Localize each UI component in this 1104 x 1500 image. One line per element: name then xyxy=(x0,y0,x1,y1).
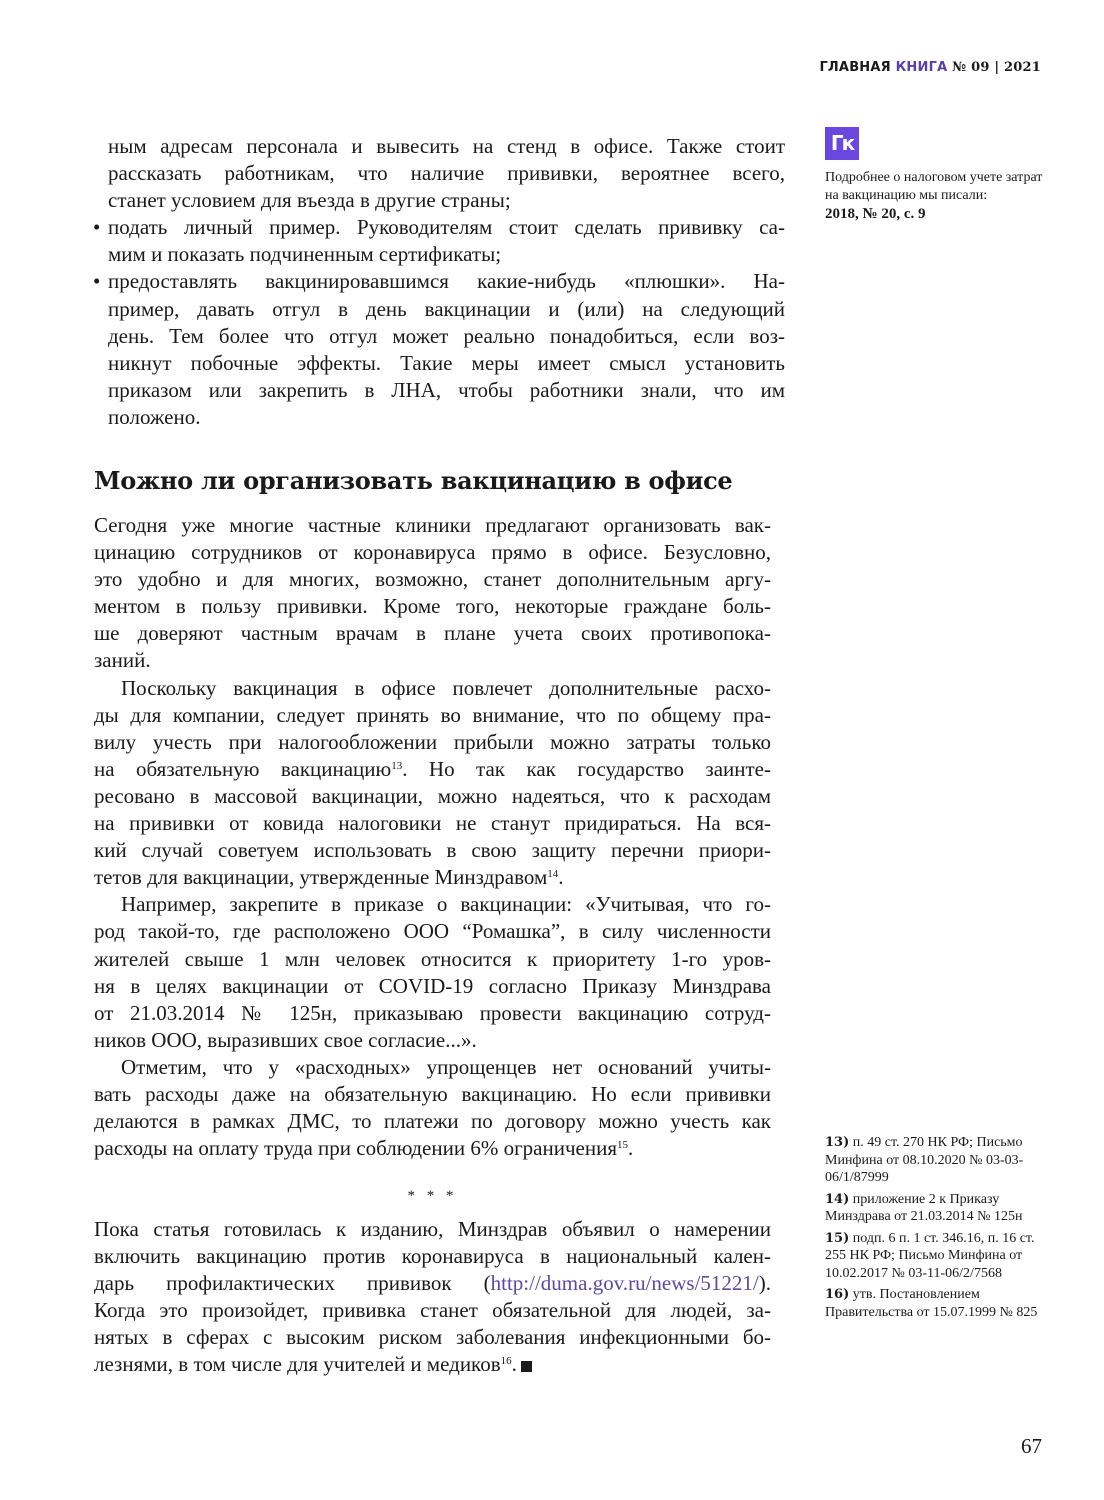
sidebar-note xyxy=(825,169,1045,224)
text-line xyxy=(94,1324,771,1351)
header-separator: | xyxy=(994,60,1000,75)
text-line xyxy=(94,1351,771,1378)
brand-name-accent: КНИГА xyxy=(895,60,948,75)
section-divider: * * * xyxy=(407,1188,458,1204)
line-text-after: . Но так как государство заинте- xyxy=(402,756,771,781)
footnote xyxy=(825,1286,1055,1321)
section-body xyxy=(94,512,771,1162)
footnote xyxy=(825,1134,1055,1187)
text-line xyxy=(94,946,771,973)
text-line xyxy=(94,918,771,945)
line-text-after: . xyxy=(511,1352,517,1377)
text-line xyxy=(94,1270,771,1297)
section-heading: Можно ли организовать вакцинацию в офисе xyxy=(94,466,733,495)
line-text: Поскольку вакцинация в офисе повлечет дополнительные расхо- xyxy=(121,675,771,700)
text-line xyxy=(108,404,785,431)
issue-year: 2021 xyxy=(1004,60,1041,75)
text-line xyxy=(94,647,771,674)
line-text: нятых в сферах с высоким риском заболевания инфекционными бо- xyxy=(94,1325,771,1350)
text-line xyxy=(94,729,771,756)
line-text: дарь профилактических прививок ( xyxy=(94,1271,491,1296)
line-text: ня в целях вакцинации от COVID-19 согласно Приказу Минздрава xyxy=(94,973,771,998)
line-text: кий случай советуем использовать в свою защиту перечни приори- xyxy=(94,838,771,863)
line-text: станет условием для въезда в другие страны; xyxy=(108,188,511,213)
bullet-item xyxy=(94,268,785,431)
text-line xyxy=(94,1135,771,1162)
gk-logo-icon: Гк xyxy=(825,127,859,160)
text-line xyxy=(108,377,785,404)
bullet-item xyxy=(94,214,785,268)
text-line xyxy=(94,1243,771,1270)
line-text: вилу учесть при налогообложении прибыли можно затраты только xyxy=(94,729,771,754)
text-line xyxy=(108,160,785,187)
text-line xyxy=(94,675,771,702)
text-line xyxy=(94,1108,771,1135)
end-mark-icon xyxy=(521,1361,532,1372)
line-text: приказом или закрепить в ЛНА, чтобы работники знали, что им xyxy=(108,377,785,402)
intro-text xyxy=(94,133,785,431)
footnote xyxy=(825,1191,1055,1226)
text-line xyxy=(94,702,771,729)
line-text: мим и показать подчиненным сертификаты; xyxy=(108,242,502,267)
footnote-text: приложение 2 к Приказу Минздрава от 21.03.2014 № 125н xyxy=(825,1191,1023,1224)
line-text: предоставлять вакцинировавшимся какие-нибудь «плюшки». На- xyxy=(108,269,785,294)
footnote-ref: 13 xyxy=(391,759,403,772)
line-text: ников ООО, выразивших свое согласие...». xyxy=(94,1027,477,1052)
text-line xyxy=(108,133,785,160)
line-text: цинацию сотрудников от коронавируса прямо в офисе. Безусловно, xyxy=(94,540,771,565)
text-line xyxy=(94,1216,771,1243)
continued-item xyxy=(94,133,785,214)
line-text: род такой-то, где расположено ООО “Ромашка”, в силу численности xyxy=(94,919,771,944)
footnote-text: подп. 6 п. 1 ст. 346.16, п. 16 ст. 255 НК РФ; Письмо Минфина от 10.02.2017 № 03-11-06/2/7568 xyxy=(825,1230,1035,1281)
line-text: Например, закрепите в приказе о вакцинации: «Учитывая, что го- xyxy=(121,892,771,917)
text-line xyxy=(94,810,771,837)
text-line xyxy=(94,891,771,918)
text-line xyxy=(94,756,771,783)
line-text: Пока статья готовилась к изданию, Минздрав объявил о намерении xyxy=(94,1217,771,1241)
line-text: Когда это произойдет, прививка станет обязательной для людей, за- xyxy=(94,1298,771,1323)
line-text-after: . xyxy=(558,865,564,890)
text-line xyxy=(94,1081,771,1108)
footnote-ref: 16 xyxy=(500,1355,512,1368)
footnote-number: 14) xyxy=(825,1191,850,1207)
brand-name: ГЛАВНАЯ xyxy=(819,60,891,75)
url-link[interactable]: http://duma.gov.ru/news/51221/ xyxy=(490,1271,759,1296)
line-text: ментом в пользу прививки. Кроме того, некоторые граждане боль- xyxy=(94,594,771,619)
line-text: никнут побочные эффекты. Такие меры имеет смысл установить xyxy=(108,350,785,375)
line-text: от 21.03.2014 № 125н, приказываю провести вакцинацию сотруд- xyxy=(94,1000,771,1025)
line-text: подать личный пример. Руководителям стоит сделать прививку са- xyxy=(108,215,785,240)
page-number: 67 xyxy=(1021,1434,1042,1458)
text-line xyxy=(94,620,771,647)
text-line xyxy=(94,1027,771,1054)
text-line xyxy=(94,1054,771,1081)
line-text: положено. xyxy=(108,404,201,429)
line-text: ше доверяют частным врачам в плане учета своих противопока- xyxy=(94,621,771,646)
text-line xyxy=(94,1297,771,1324)
line-text: рассказать работникам, что наличие прививки, вероятнее всего, xyxy=(108,161,785,186)
footnote xyxy=(825,1230,1055,1283)
text-line xyxy=(94,539,771,566)
line-text: тетов для вакцинации, утвержденные Минздравом xyxy=(94,865,548,890)
line-text: расходы на оплату труда при соблюдении 6% ограничения xyxy=(94,1136,618,1161)
bullet-icon: • xyxy=(93,269,101,294)
footnote-number: 16) xyxy=(825,1287,850,1302)
sidebar-reference: 2018, № 20, с. 9 xyxy=(825,206,926,222)
running-header xyxy=(819,60,1041,75)
text-line xyxy=(108,241,785,268)
line-text: на прививки от ковида налоговики не станут придираться. На вся- xyxy=(94,811,771,836)
footnote-ref: 14 xyxy=(547,868,559,881)
line-text: ды для компании, следует принять во внимание, что по общему пра- xyxy=(94,702,771,727)
text-line xyxy=(94,864,771,891)
text-line xyxy=(108,214,785,241)
text-line xyxy=(108,296,785,323)
footnotes xyxy=(825,1134,1055,1325)
line-text: ресовано в массовой вакцинации, можно надеяться, что к расходам xyxy=(94,783,771,808)
line-text: на обязательную вакцинацию xyxy=(94,756,392,781)
bullet-icon: • xyxy=(93,215,101,240)
line-text: лезнями, в том числе для учителей и медиков xyxy=(94,1352,501,1377)
footnote-number: 15) xyxy=(825,1230,850,1246)
text-line xyxy=(108,323,785,350)
line-text: ным адресам персонала и вывесить на стенд в офисе. Также стоит xyxy=(108,134,785,158)
footnote-text: утв. Постановлением Правительства от 15.07.1999 № 825 xyxy=(825,1287,1038,1320)
line-text: вать расходы даже на обязательную вакцинацию. Но если прививки xyxy=(94,1081,771,1106)
line-text: это удобно и для многих, возможно, станет дополнительным аргу- xyxy=(94,567,771,592)
line-text: жителей свыше 1 млн человек относится к приоритету 1-го уров- xyxy=(94,946,771,971)
line-text: делаются в рамках ДМС, то платежи по договору можно учесть как xyxy=(94,1109,771,1134)
text-line xyxy=(108,350,785,377)
final-paragraph xyxy=(94,1216,771,1379)
line-text: заний. xyxy=(94,648,151,673)
line-text: день. Тем более что отгул может реально понадобиться, если воз- xyxy=(108,323,785,348)
line-text: включить вакцинацию против коронавируса в национальный кален- xyxy=(94,1244,771,1269)
footnote-number: 13) xyxy=(825,1135,850,1150)
text-line xyxy=(94,1000,771,1027)
issue-number: № 09 xyxy=(952,60,990,75)
line-text: Отметим, что у «расходных» упрощенцев нет оснований учиты- xyxy=(121,1054,771,1079)
text-line xyxy=(94,783,771,810)
text-line xyxy=(94,837,771,864)
line-text: Сегодня уже многие частные клиники предлагают организовать вак- xyxy=(94,513,771,537)
line-text-after: ). xyxy=(758,1271,771,1296)
text-line xyxy=(108,187,785,214)
text-line xyxy=(94,593,771,620)
sidebar-note-text: Подробнее о налоговом учете затрат на вакцинацию мы писали: xyxy=(825,170,1043,203)
footnote-ref: 15 xyxy=(617,1139,629,1152)
text-line xyxy=(94,973,771,1000)
line-text: пример, давать отгул в день вакцинации и (или) на следующий xyxy=(108,296,785,321)
footnote-text: п. 49 ст. 270 НК РФ; Письмо Минфина от 08.10.2020 № 03-03-06/1/87999 xyxy=(825,1135,1024,1185)
text-line xyxy=(94,566,771,593)
text-line xyxy=(108,268,785,295)
text-line xyxy=(94,512,771,539)
line-text-after: . xyxy=(628,1136,634,1161)
